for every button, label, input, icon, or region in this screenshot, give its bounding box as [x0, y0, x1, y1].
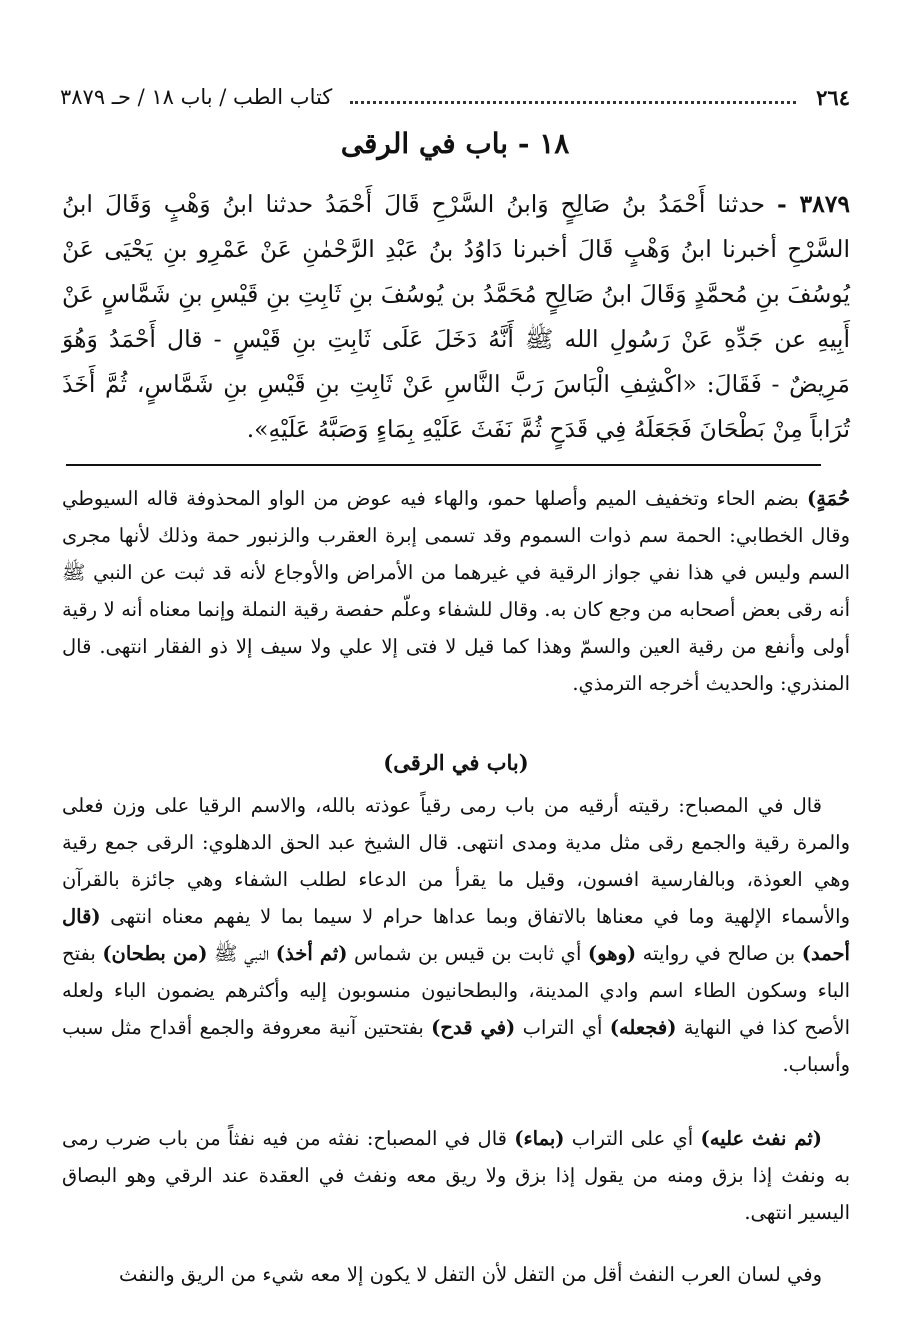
commentary-headword: حُمَةٍ) — [806, 487, 850, 510]
commentary-block-lisan — [62, 1256, 850, 1293]
quoted-phrase: (ثم أخذ) — [275, 942, 348, 965]
commentary-section-ruqa — [62, 744, 850, 1083]
quoted-phrase: (قال أحمد) — [62, 905, 850, 965]
section-heading: (باب في الرقى) — [383, 750, 529, 775]
commentary-block-nafath: (ثم نفث عليه) أي على التراب (بماء) قال في المصباح: نفثه من فيه نفثاً من باب ضرب رمى به ونفث إذا بزق ومنه من يقول إذا بزق ولا ريق معه ونفث في العقدة عند الرقي وهو البصاق اليسير انتهى. — [62, 1127, 850, 1224]
page-number: ٢٦٤ — [816, 84, 850, 110]
quoted-phrase: (في قدح) — [431, 1016, 516, 1039]
hadith-text — [62, 182, 850, 452]
commentary-block-hama — [62, 480, 850, 702]
commentary-text: بضم الحاء وتخفيف الميم وأصلها حمو، والهاء فيه عوض من الواو المحذوفة قاله السيوطي وقال الخطابي: الحمة سم ذوات السموم وقد تسمى إبرة العقرب والزنبور حمة وذلك لأنها مجرى السم وليس في هذا نفي جواز الرقية في غيرهما من الأمراض والأوجاع لأنه قد ثبت عن النبي ﷺ أنه رقى بعض أصحابه من وجع كان به. وقال للشفاء وعلّم حفصة رقية النملة وإنما معناه أنه لا رقية أولى وأنفع من رقية العين والسمّ وهذا كما قيل لا فتى إلا علي ولا سيف إلا ذو الفقار انتهى. قال المنذري: والحديث أخرجه الترمذي. — [62, 487, 850, 695]
running-header — [60, 80, 850, 114]
hadith-number: ٣٨٧٩ - — [777, 190, 850, 218]
quoted-phrase: (فجعله) — [609, 1016, 677, 1039]
header-dotted-leader — [350, 101, 796, 104]
quoted-phrase: (ثم نفث عليه) — [700, 1127, 822, 1150]
commentary-paragraph: قال في المصباح: رقيته أرقيه من باب رمى رقياً عوذته بالله، والاسم الرقيا على وزن فعلى والمرة رقية والجمع رقى مثل مدية ومدى انتهى. قال الشيخ عبد الحق الدهلوي: الرقى جمع رقية وهي العوذة، وبالفارسية افسون، وقيل ما يقرأ من الدعاء لطلب الشفاء وهي جائزة بالقرآن والأسماء الإلهية وما في معناها بالاتفاق وبما عداها حرام لا سيما بما لا يفهم معناه انتهى (قال أحمد) بن صالح في روايته (وهو) أي ثابت بن قيس بن شماس (ثم أخذ) النبي ﷺ (من بطحان) بفتح الباء وسكون الطاء اسم وادي المدينة، والبطحانيون منسوبون إليه وأكثرهم يضمون الباء ولعله الأصح كذا في النهاية (فجعله) أي التراب (في قدح) بفتحتين آنية معروفة والجمع أقداح مثل سبب وأسباب. — [62, 794, 851, 1076]
chapter-heading: ١٨ - باب في الرقى — [340, 127, 570, 160]
commentary-text: وفي لسان العرب النفث أقل من التفل لأن التفل لا يكون إلا معه شيء من الريق والنفث — [119, 1263, 822, 1286]
quoted-phrase: (بماء) — [514, 1127, 565, 1150]
quoted-phrase: (من بطحان) — [102, 942, 208, 965]
hadith-body: حدثنا أَحْمَدُ بنُ صَالِحٍ وَابنُ السَّرْحِ قَالَ أَحْمَدُ حدثنا ابنُ وَهْبٍ وَقَالَ ابنُ السَّرْحِ أخبرنا ابنُ وَهْبٍ قَالَ أخبرنا دَاوُدُ بنُ عَبْدِ الرَّحْمٰنِ عَنْ عَمْرِو بنِ يَحْيَى عَنْ يُوسُفَ بنِ مُحمَّدٍ وَقَالَ ابنُ صَالِحٍ مُحَمَّدُ بن يُوسُفَ بنِ ثَابِتِ بنِ قَيْسِ بنِ شَمَّاسٍ عَنْ أَبِيهِ عن جَدِّهِ عَنْ رَسُولِ الله ﷺ أَنَّهُ دَخَلَ عَلَى ثَابِتِ بنِ قَيْسٍ - قال أَحْمَدُ وَهُوَ مَرِيضٌ - فَقَالَ: «اكْشِفِ الْبَاسَ رَبَّ النَّاسِ عَنْ ثَابِتِ بنِ قَيْسِ بنِ شَمَّاسٍ، ثُمَّ أَخَذَ تُرَاباً مِنْ بَطْحَانَ فَجَعَلَهُ فِي قَدَحٍ ثُمَّ نَفَثَ عَلَيْهِ بِمَاءٍ وَصَبَّهُ عَلَيْهِ». — [62, 190, 850, 443]
header-title: كتاب الطب / باب ١٨ / حـ ٣٨٧٩ — [60, 85, 333, 109]
quoted-phrase: (وهو) — [587, 942, 637, 965]
footnote-divider — [66, 464, 821, 466]
